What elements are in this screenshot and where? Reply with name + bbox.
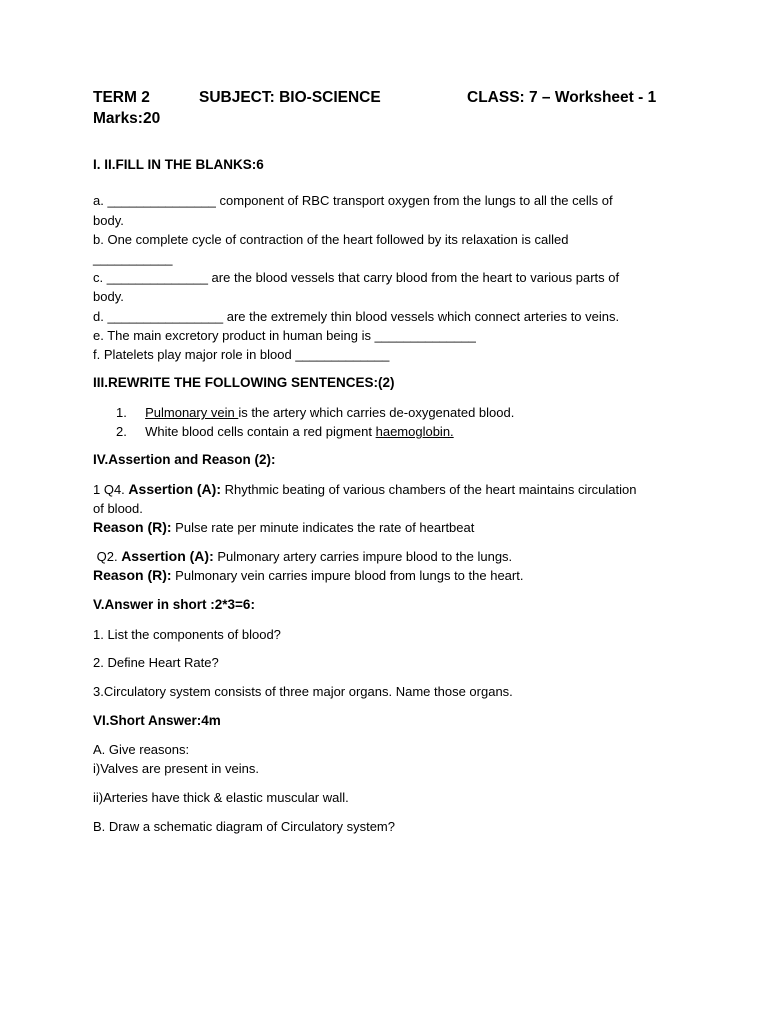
give-reasons-label: A. Give reasons: xyxy=(93,742,190,757)
reason-label: Reason (R): xyxy=(93,519,172,535)
rewrite-item-1 xyxy=(116,403,514,422)
marks-label: Marks:20 xyxy=(93,110,161,127)
diagram-question: B. Draw a schematic diagram of Circulatory system? xyxy=(93,819,395,834)
reason-item-i: i)Valves are present in veins. xyxy=(93,761,259,776)
rewrite-heading: III.REWRITE THE FOLLOWING SENTENCES:(2) xyxy=(93,375,395,390)
assertion-heading: IV.Assertion and Reason (2): xyxy=(93,452,276,467)
q2-prefix: Q2. xyxy=(93,549,122,564)
short-question-1: 1. List the components of blood? xyxy=(93,627,281,642)
short-question-3: 3.Circulatory system consists of three major organs. Name those organs. xyxy=(93,684,513,699)
subject-label: SUBJECT: BIO-SCIENCE xyxy=(199,89,381,106)
rewrite-item-number: 2. xyxy=(116,424,127,439)
class-worksheet-label: CLASS: 7 – Worksheet - 1 xyxy=(467,89,657,106)
rewrite-item-number: 1. xyxy=(116,405,127,420)
q4-assertion-cont: of blood. xyxy=(93,501,143,516)
blank-b-line2: ___________ xyxy=(93,251,173,266)
fill-blanks-heading: I. II.FILL IN THE BLANKS:6 xyxy=(93,157,264,172)
term-label: TERM 2 xyxy=(93,89,150,106)
rewrite-item-text: White blood cells contain a red pigment xyxy=(145,424,376,439)
q4-prefix: 1 Q4. xyxy=(93,482,129,497)
blank-a-line1: a. _______________ component of RBC transport oxygen from the lungs to all the cells of xyxy=(93,193,613,208)
q4-assertion-line xyxy=(93,480,636,499)
assertion-label: Assertion (A): xyxy=(128,481,221,497)
assertion-label: Assertion (A): xyxy=(121,548,214,564)
blank-e: e. The main excretory product in human being is ______________ xyxy=(93,328,476,343)
header-row xyxy=(93,88,150,107)
reason-text: Pulmonary vein carries impure blood from lungs to the heart. xyxy=(171,568,524,583)
blank-d: d. ________________ are the extremely thin blood vessels which connect arteries to veins. xyxy=(93,309,620,324)
q2-assertion-line xyxy=(93,547,512,566)
rewrite-item-2 xyxy=(116,422,454,441)
answer-short-heading: V.Answer in short :2*3=6: xyxy=(93,597,255,612)
rewrite-item-text: is the artery which carries de-oxygenated blood. xyxy=(238,405,515,420)
short-question-2: 2. Define Heart Rate? xyxy=(93,655,219,670)
short-answer-heading: VI.Short Answer:4m xyxy=(93,713,221,728)
blank-b-line1: b. One complete cycle of contraction of the heart followed by its relaxation is called xyxy=(93,232,569,247)
q4-reason-line xyxy=(93,518,474,537)
assertion-text: Pulmonary artery carries impure blood to the lungs. xyxy=(213,549,513,564)
blank-a-line2: body. xyxy=(93,213,124,228)
q2-reason-line xyxy=(93,566,523,585)
reason-text: Pulse rate per minute indicates the rate of heartbeat xyxy=(171,520,475,535)
rewrite-underlined-text: haemoglobin. xyxy=(375,424,454,439)
blank-c-line2: body. xyxy=(93,289,124,304)
rewrite-underlined-text: Pulmonary vein xyxy=(145,405,239,420)
blank-f: f. Platelets play major role in blood _____________ xyxy=(93,347,390,362)
blank-c-line1: c. ______________ are the blood vessels that carry blood from the heart to various parts of xyxy=(93,270,620,285)
reason-item-ii: ii)Arteries have thick & elastic muscular wall. xyxy=(93,790,349,805)
assertion-text: Rhythmic beating of various chambers of the heart maintains circulation xyxy=(220,482,637,497)
reason-label: Reason (R): xyxy=(93,567,172,583)
